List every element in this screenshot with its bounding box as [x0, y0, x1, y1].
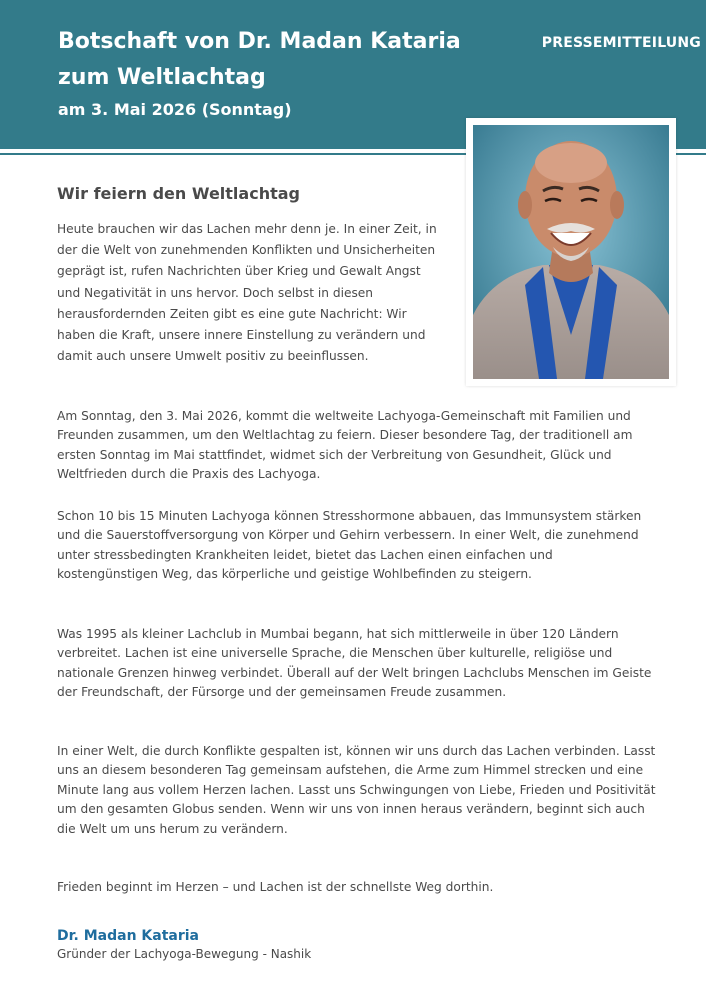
portrait-frame [466, 118, 676, 386]
signature-name: Dr. Madan Kataria [57, 928, 199, 944]
body-paragraph: In einer Welt, die durch Konflikte gespalten ist, können wir uns durch das Lachen verbinden. Lasst uns an diesem besonderen Tag gemeinsam aufstehen, die Arme zum Himmel strecken und eine Minute lang aus vollem Herzen lachen. Lasst uns Schwingungen von Liebe, Frieden und Positivität um den gesamten Globus senden. Wenn wir uns von innen heraus verändern, beginnt sich auch die Welt um uns herum zu verändern. [57, 744, 656, 836]
closing-line: Frieden beginnt im Herzen – und Lachen ist der schnellste Weg dorthin. [57, 880, 494, 894]
body-paragraph: Was 1995 als kleiner Lachclub in Mumbai begann, hat sich mittlerweile in über 120 Ländern verbreitet. Lachen ist eine universelle Sprache, die Menschen über kulturelle, religiöse und nationale Grenzen hinweg verbindet. Überall auf der Welt bringen Lachclubs Menschen im Geiste der Freundschaft, der Fürsorge und der gemeinsamen Freude zusammen. [57, 627, 652, 700]
intro-paragraph: Heute brauchen wir das Lachen mehr denn je. In einer Zeit, in der die Welt von zunehmenden Konflikten und Unsicherheiten geprägt ist, rufen Nachrichten über Krieg und Gewalt Angst und Negativität in uns hervor. Doch selbst in diesen herausfordernden Zeiten gibt es eine gute Nachricht: Wir haben die Kraft, unsere innere Einstellung zu verändern und damit auch unsere Umwelt positiv zu beeinflussen. [57, 222, 437, 364]
portrait-photo [473, 125, 669, 379]
signature-role: Gründer der Lachyoga-Bewegung - Nashik [57, 947, 312, 961]
press-release-label: PRESSEMITTEILUNG [541, 35, 701, 51]
body-paragraph: Am Sonntag, den 3. Mai 2026, kommt die weltweite Lachyoga-Gemeinschaft mit Familien und Freunden zusammen, um den Weltlachtag zu feiern. Dieser besondere Tag, der traditionell am ersten Sonntag im Mai stattfindet, widmet sich der Verbreitung von Gesundheit, Glück und Weltfrieden durch die Praxis des Lachyoga. [57, 409, 633, 482]
event-date: am 3. Mai 2026 (Sonntag) [58, 100, 292, 119]
body-paragraph: Schon 10 bis 15 Minuten Lachyoga können Stresshormone abbauen, das Immunsystem stärken und die Sauerstoffversorgung von Körper und Gehirn verbessern. In einer Welt, die zunehmend unter stressbedingten Krankheiten leidet, bietet das Lachen einen einfachen und kostengünstigen Weg, das körperliche und geistige Wohlbefinden zu steigern. [57, 509, 642, 582]
section-heading: Wir feiern den Weltlachtag [57, 184, 300, 203]
page-title: Botschaft von Dr. Madan Kataria zum Weltlachtag [58, 29, 461, 90]
